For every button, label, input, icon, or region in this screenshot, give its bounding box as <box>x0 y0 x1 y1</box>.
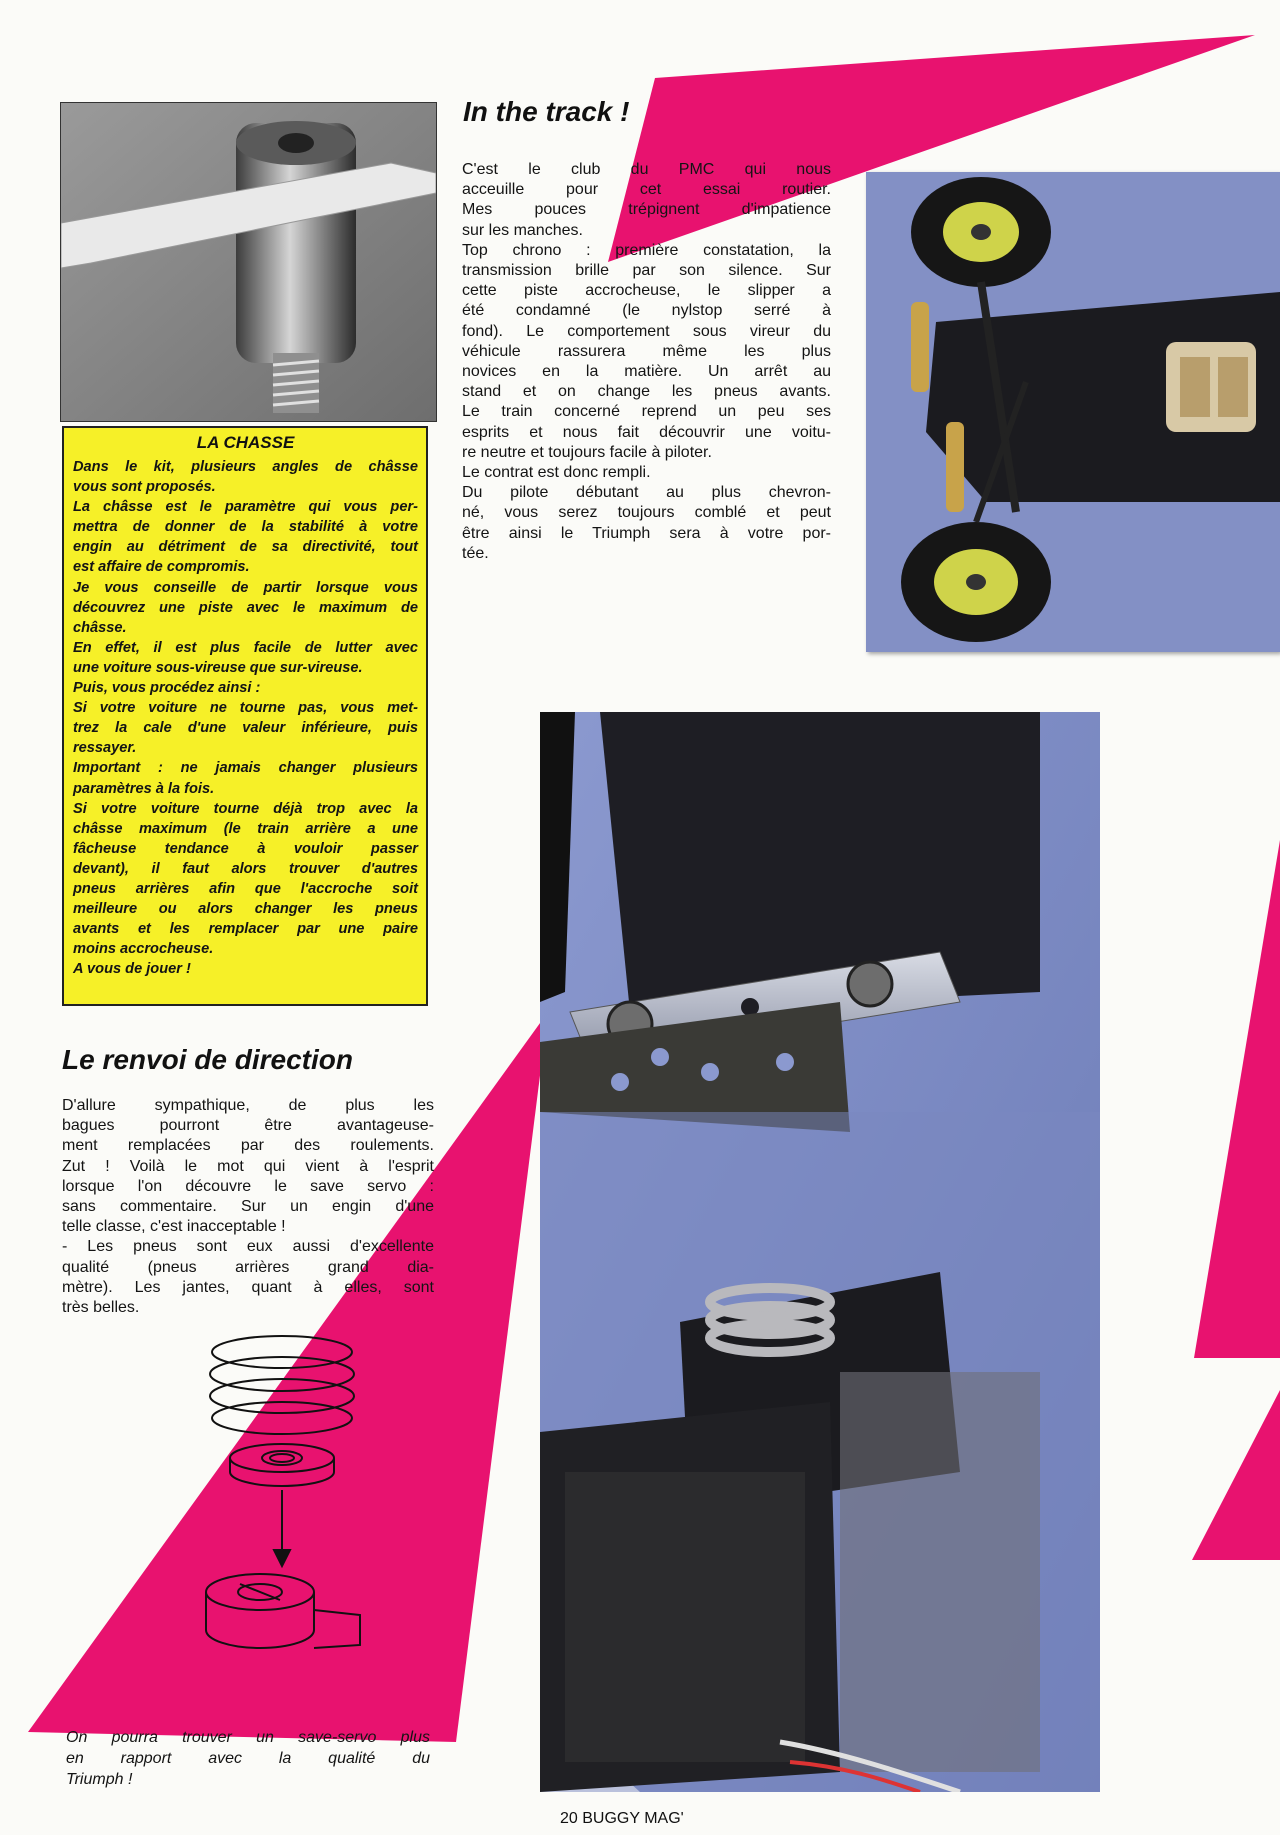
text-line: Du pilote débutant au plus chevron- <box>462 484 831 502</box>
text-line: Je vous conseille de partir lorsque vous <box>73 579 418 596</box>
text-line: Si votre voiture tourne déjà trop avec la <box>73 800 418 817</box>
text-line: fond). Le comportement sous vireur du <box>462 322 831 340</box>
text-line: mètre). Les jantes, quant à elles, sont <box>62 1278 434 1296</box>
text-line: bagues pourront être avantageuse- <box>62 1117 434 1135</box>
text-line: Si votre voiture ne tourne pas, vous met- <box>73 700 418 717</box>
magenta-triangle-bottom-right <box>1192 1390 1280 1560</box>
text-line: Puis, vous procédez ainsi : <box>73 680 261 697</box>
text-line: mettra de donner de la stabilité à votre <box>73 519 418 536</box>
text-line: sur les manches. <box>462 221 583 239</box>
text-line: qualité (pneus arrières grand dia- <box>62 1258 434 1276</box>
text-line: été condamné (le nylstop serré à <box>462 302 831 320</box>
text-line: Zut ! Voilà le mot qui vient à l'esprit <box>62 1157 434 1175</box>
photo-chassis-overview <box>866 172 1280 652</box>
text-line: On pourra trouver un save-servo plus <box>66 1729 430 1746</box>
text-line: transmission brille par son silence. Sur <box>462 262 831 280</box>
text-line: en rapport avec la qualité du <box>66 1750 430 1767</box>
text-line: telle classe, c'est inacceptable ! <box>62 1218 286 1236</box>
text-line: esprits et nous fait découvrir une voitu- <box>462 423 831 441</box>
text-line: très belles. <box>62 1299 140 1317</box>
text-line: D'allure sympathique, de plus les <box>62 1097 434 1114</box>
text-line: vous sont proposés. <box>73 479 216 496</box>
text-line: La châsse est le paramètre qui vous per- <box>73 499 418 516</box>
magenta-triangle-right-edge <box>1194 840 1280 1358</box>
text-line: une voiture sous-vireuse que sur-vireuse. <box>73 659 363 676</box>
text-line: re neutre et toujours facile à piloter. <box>462 443 712 461</box>
text-line: tée. <box>462 544 489 562</box>
text-line: stand et on change les pneus avants. <box>462 383 831 401</box>
text-line: sans commentaire. Sur un engin d'une <box>62 1198 434 1216</box>
text-line: véhicule rassurera même les plus <box>462 342 831 360</box>
track-section-body <box>462 160 831 564</box>
text-line: Le contrat est donc rempli. <box>462 464 651 482</box>
photo-steering-linkage <box>540 712 1100 1792</box>
text-line: En effet, il est plus facile de lutter avec <box>73 639 418 656</box>
text-line: - Les pneus sont eux aussi d'excellente <box>62 1238 434 1256</box>
text-line: né, vous serez toujours comblé et peut <box>462 504 831 522</box>
text-line: paramètres à la fois. <box>73 780 215 797</box>
box-body <box>73 457 418 979</box>
sidebar-box-la-chasse <box>62 426 428 1006</box>
text-line: trez la cale d'une valeur inférieure, puis <box>73 720 418 737</box>
text-line: pneus arrières afin que l'accroche soit <box>73 880 418 897</box>
section-title-in-the-track: In the track ! <box>463 96 630 127</box>
text-line: Mes pouces trépignent d'impatience <box>462 201 831 219</box>
text-line: châsse. <box>73 619 127 636</box>
text-line: A vous de jouer ! <box>73 961 191 978</box>
text-line: châsse maximum (le train arrière a une <box>73 820 418 837</box>
text-line: fâcheuse tendance à vouloir passer <box>73 840 418 857</box>
text-line: Important : ne jamais changer plusieurs <box>73 760 418 777</box>
page-footer: 20 BUGGY MAG' <box>560 1810 684 1827</box>
text-line: Dans le kit, plusieurs angles de châsse <box>73 459 418 475</box>
text-line: Top chrono : première constatation, la <box>462 241 831 259</box>
renvoi-section-body <box>62 1096 434 1318</box>
photo-caster-pivot <box>60 102 437 422</box>
text-line: C'est le club du PMC qui nous <box>462 161 831 178</box>
text-line: est affaire de compromis. <box>73 559 250 576</box>
box-title: LA CHASSE <box>196 433 295 452</box>
text-line: lorsque l'on découvre le save servo : <box>62 1177 434 1195</box>
text-line: cette piste accrocheuse, le slipper a <box>462 282 831 300</box>
text-line: Triumph ! <box>66 1771 133 1788</box>
save-servo-diagram <box>190 1330 375 1690</box>
text-line: avants et les remplacer par une paire <box>73 921 418 938</box>
text-line: découvrez une piste avec le maximum de <box>73 599 418 616</box>
text-line: être ainsi le Triumph sera à votre por- <box>462 524 831 542</box>
text-line: acceuille pour cet essai routier. <box>462 181 831 199</box>
photo-caption <box>66 1727 430 1790</box>
text-line: novices en la matière. Un arrêt au <box>462 363 831 381</box>
text-line: ressayer. <box>73 740 137 757</box>
text-line: moins accrocheuse. <box>73 941 214 958</box>
section-title-renvoi-de-direction: Le renvoi de direction <box>62 1044 353 1075</box>
text-line: meilleure ou alors changer les pneus <box>73 901 418 918</box>
text-line: Le train concerné reprend un peu ses <box>462 403 831 421</box>
text-line: engin au détriment de sa directivité, tout <box>73 539 418 556</box>
text-line: ment remplacées par des roulements. <box>62 1137 434 1155</box>
text-line: devant), il faut alors trouver d'autres <box>73 860 418 877</box>
